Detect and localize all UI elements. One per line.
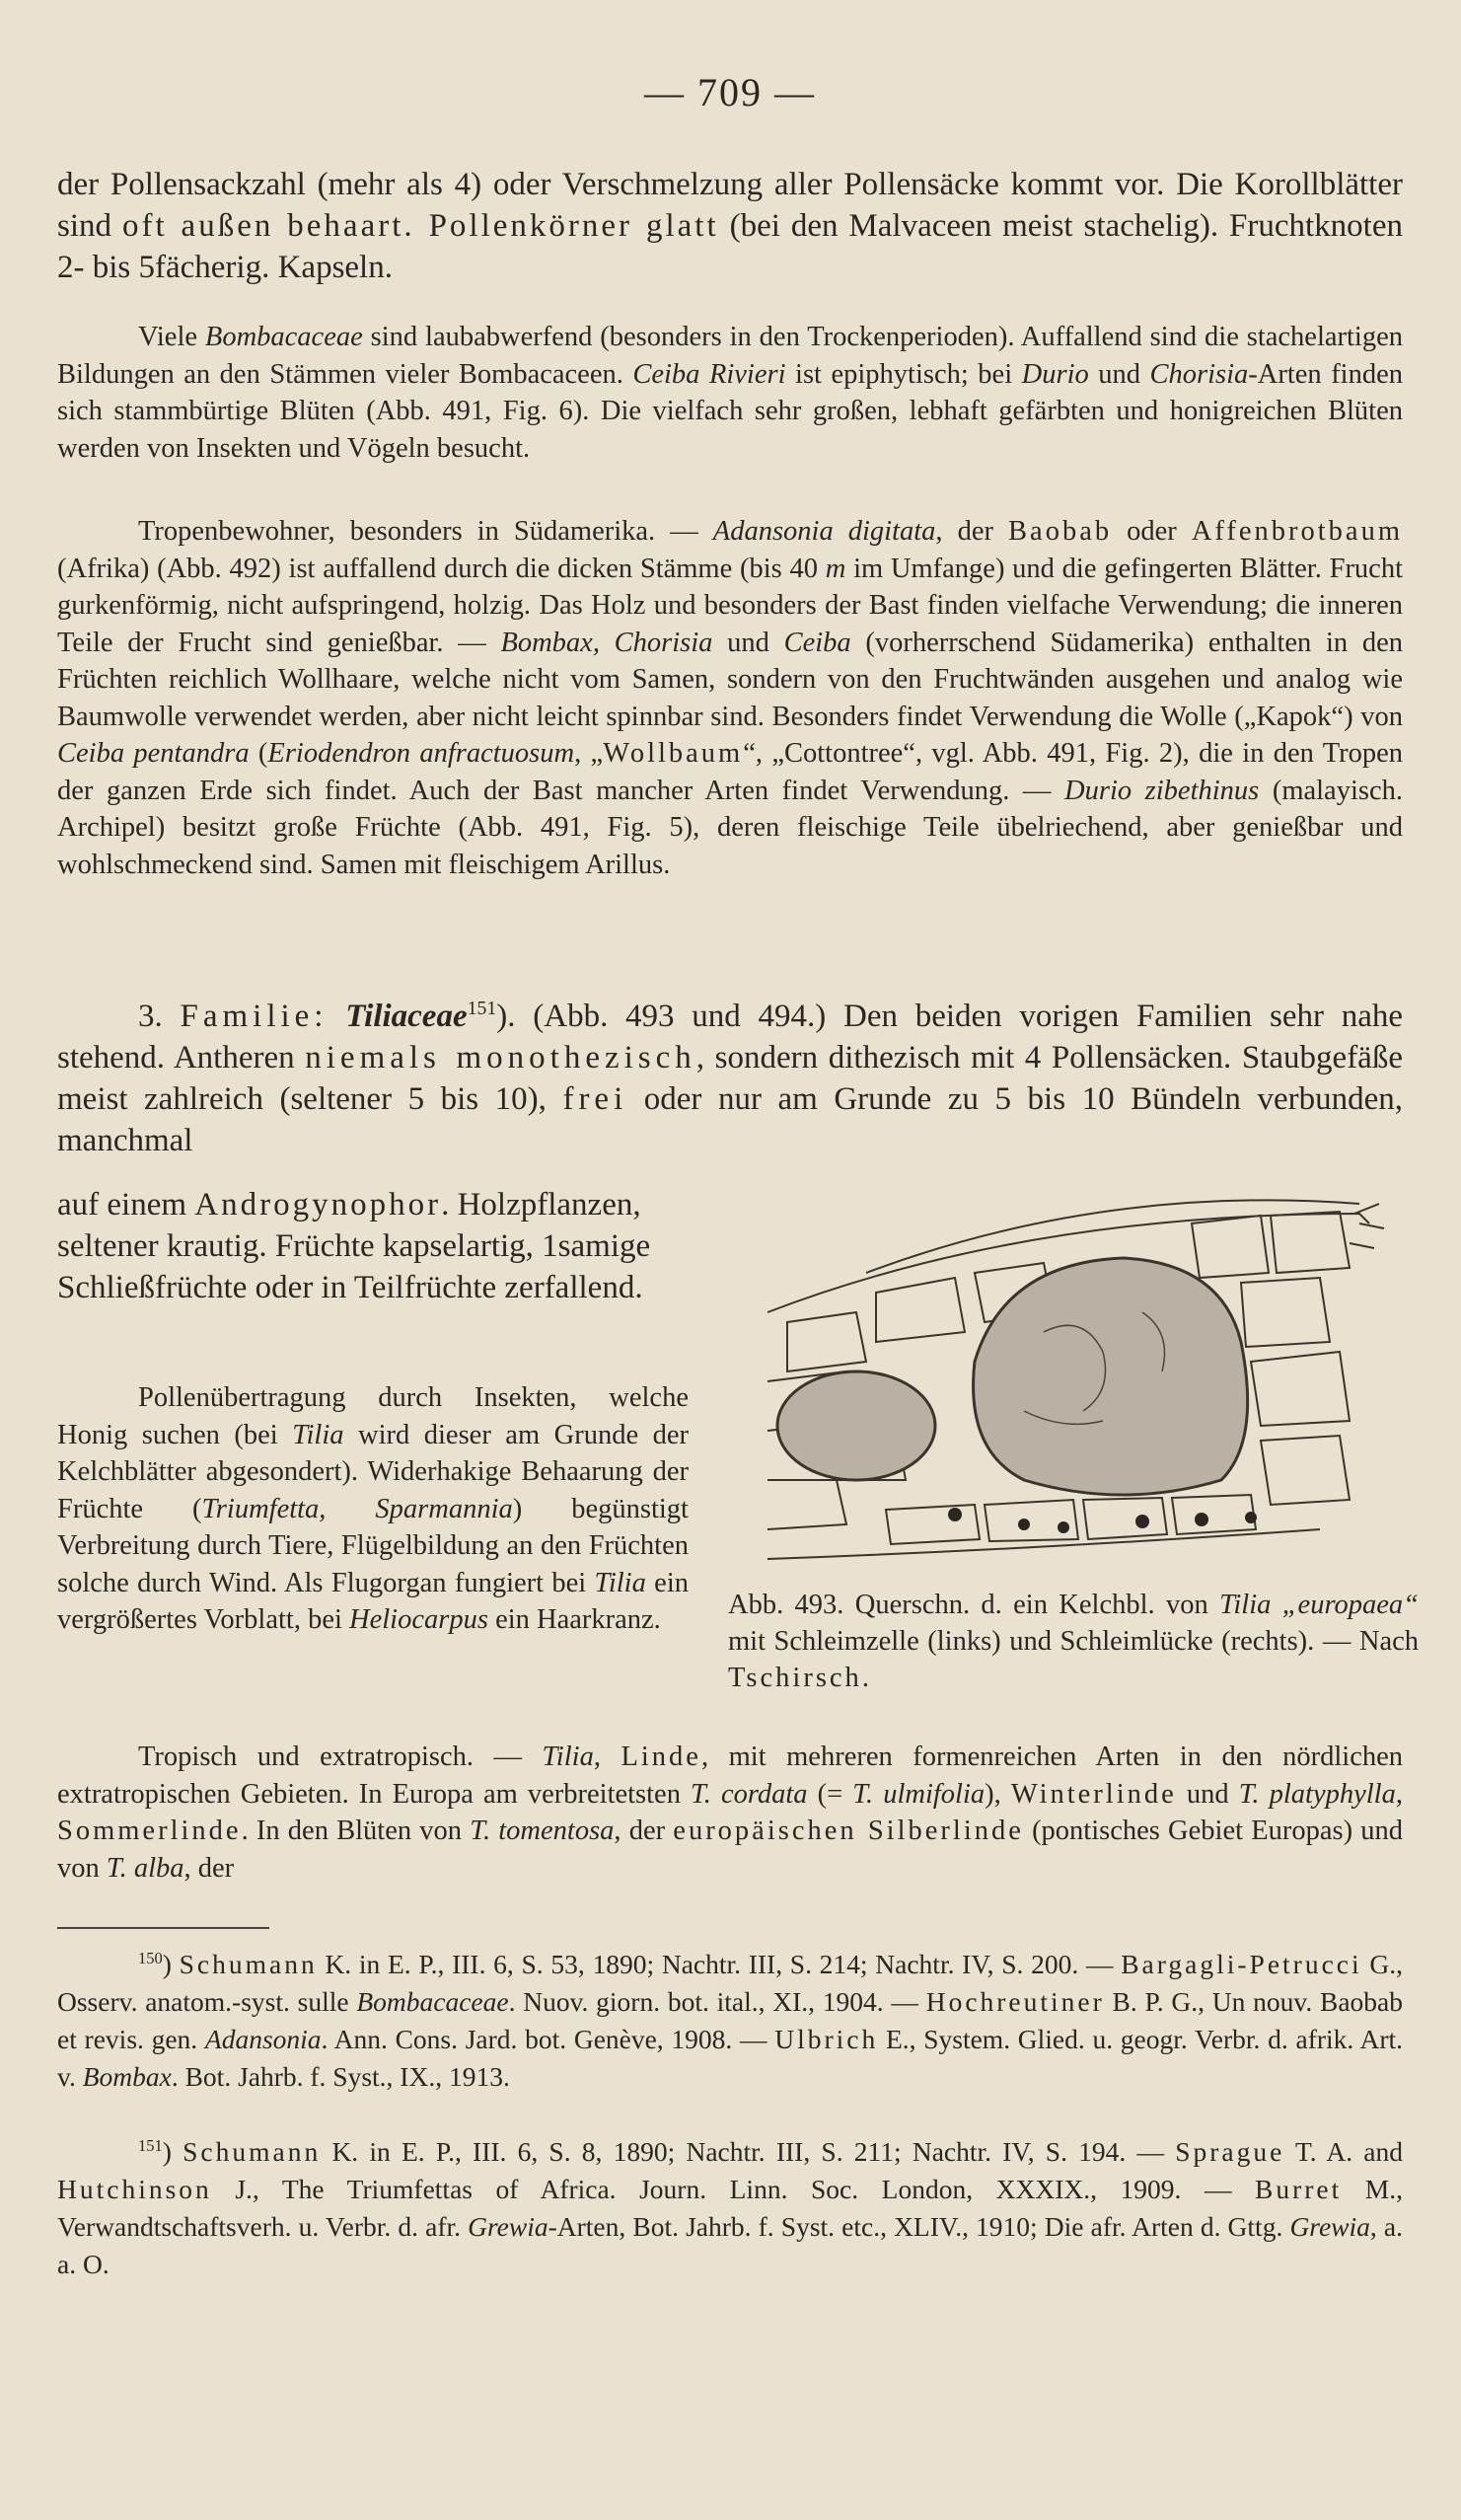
footnote-separator — [57, 1927, 269, 1929]
family-heading-tiliaceae: 3. Familie: Tiliaceae$^{151}$). (Abb. 493 und 494.) Den beiden vorigen Familien sehr nahe stehend. Antheren niemals monothezisch, sondern dithezisch mit 4 Pollensäcken. Staubgefäße meist zahlreich (seltener 5 bis 10), frei oder nur am Grunde zu 5 bis 10 Bündeln verbunden, manchmal — [57, 998, 1404, 1158]
footnote-151: $^{151}$) Schumann K. in E. P., III. 6, S. 8, 1890; Nachtr. III, S. 211; Nachtr. IV, S. 194. — Sprague T. A. and Hutchinson J., The Triumfettas of Africa. Journ. Linn. Soc. London, XXXIX., 1909. — Burret M., Verwandtschaftsverh. u. Verbr. d. afr. Grewia-Arten, Bot. Jahrb. f. Syst. etc., XLIV., 1910; Die afr. Arten d. Gttg. Grewia, a. a. O. — [57, 2135, 1404, 2279]
paragraph-pollen: der Pollensackzahl (mehr als 4) oder Verschmelzung aller Pollensäcke kommt vor. Die Korollblätter sind oft außen behaart. Pollenkörner glatt (bei den Malvaceen meist stachelig). Fruchtknoten 2- bis 5fächerig. Kapseln. — [57, 167, 1403, 285]
paragraph-tropenbewohner: Tropenbewohner, besonders in Südamerika. — Adansonia digitata, der Baobab oder Affenbrotbaum (Afrika) (Abb. 492) ist auffallend durch die dicken Stämme (bis 40 m im Umfange) und die gefingerten Blätter. Frucht gurkenförmig, nicht aufspringend, holzig. Das Holz und besonders der Bast finden vielfache Verwendung; die inneren Teile der Frucht sind genießbar. — Bombax, Chorisia und Ceiba (vorherrschend Südamerika) enthalten in den Früchten reichlich Wollhaare, welche nicht vom Samen, sondern von den Fruchtwänden ausgehen und analog wie Baumwolle verwendet werden, aber nicht leicht spinnbar sind. Besonders findet Verwendung die Wolle („Kapok“) von Ceiba pentandra (Eriodendron anfractuosum, „Wollbaum“, „Cottontree“, vgl. Abb. 491, Fig. 2), die in den Tropen der ganzen Erde sich findet. Auch der Bast mancher Arten findet Verwendung. — Durio zibethinus (malayisch. Archipel) besitzt große Früchte (Abb. 491, Fig. 5), deren fleischige Teile übelriechend, aber genießbar und wohlschmeckend sind. Samen mit fleischigem Arillus. — [57, 516, 1404, 880]
figure-caption: Abb. 493. Querschn. d. ein Kelchbl. von Tilia „europaea“ mit Schleimzelle (links) und Schleimlücke (rechts). — Nach Tschirsch. — [728, 1590, 1419, 1693]
paragraph-pollination: Pollenübertragung durch Insekten, welche Honig suchen (bei Tilia wird dieser am Grunde der Kelchblätter abgesondert). Widerhakige Behaarung der Früchte (Triumfetta, Sparmannia) begünstigt Verbreitung durch Tiere, Flügelbildung an den Früchten solche durch Wind. Als Flugorgan fungiert bei Tilia ein vergrößertes Vorblatt, bei Heliocarpus ein Haarkranz. — [57, 1382, 689, 1635]
book-page — [57, 0, 1419, 2520]
paragraph-bombacaceae: Viele Bombacaceae sind laubabwerfend (besonders in den Trockenperioden). Auffallend sind die stachelartigen Bildungen an den Stämmen vieler Bombacaceen. Ceiba Rivieri ist epiphytisch; bei Durio und Chorisia-Arten finden sich stammbürtige Blüten (Abb. 491, Fig. 6). Die vielfach sehr großen, lebhaft gefärbten und honigreichen Blüten werden von Insekten und Vögeln besucht. — [57, 322, 1404, 464]
paragraph-tilia-distribution: Tropisch und extratropisch. — Tilia, Linde, mit mehreren formenreichen Arten in den nördlichen extratropischen Gebieten. In Europa am verbreitetsten T. cordata (= T. ulmifolia), Winterlinde und T. platyphylla, Sommerlinde. In den Blüten von T. tomentosa, der europäischen Silberlinde (pontisches Gebiet Europas) und von T. alba, der — [57, 1742, 1403, 1884]
family-description-continued: auf einem Androgynophor. Holzpflanzen, seltener krautig. Früchte kapselartig, 1samige Schließfrüchte oder in Teilfrüchte zerfallend. — [57, 1187, 651, 1305]
figure-tilia-cross-section — [728, 1184, 1419, 1579]
footnote-150: $^{150}$) Schumann K. in E. P., III. 6, S. 53, 1890; Nachtr. III, S. 214; Nachtr. IV, S. 200. — Bargagli-Petrucci G., Osserv. anatom.-syst. sulle Bombacaceae. Nuov. giorn. bot. ital., XI., 1904. — Hochreutiner B. P. G., Un nouv. Baobab et revis. gen. Adansonia. Ann. Cons. Jard. bot. Genève, 1908. — Ulbrich E., System. Glied. u. geogr. Verbr. d. afrik. Art. v. Bombax. Bot. Jahrb. f. Syst., IX., 1913. — [57, 1948, 1404, 2092]
page-number: — 709 — — [644, 70, 816, 114]
